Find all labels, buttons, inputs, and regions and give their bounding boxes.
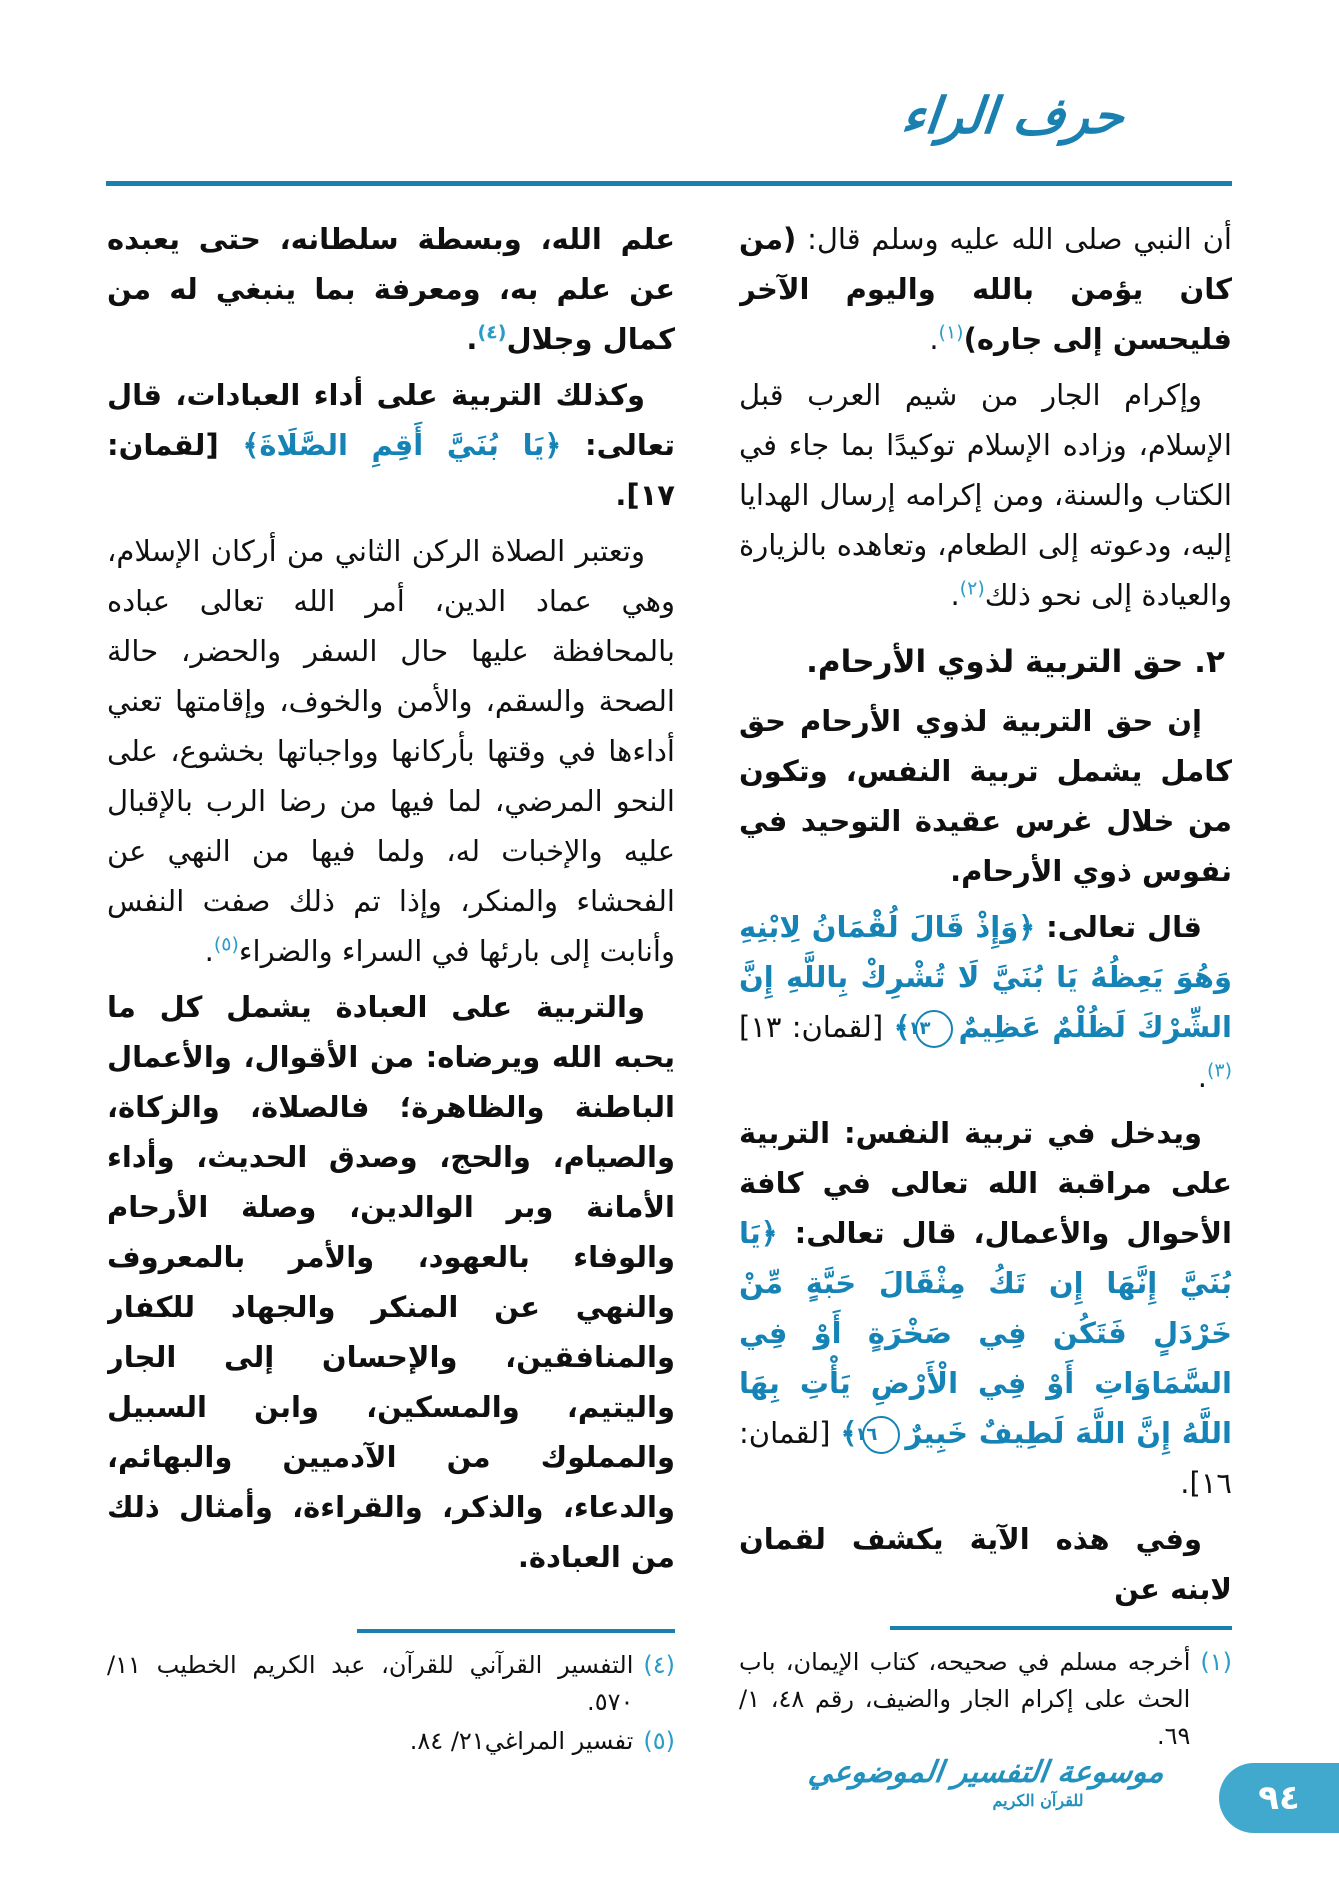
paragraph-verse-13	[739, 902, 1232, 1102]
paragraph-closing-right: وفي هذه الآية يكشف لقمان لابنه عن	[739, 1522, 1232, 1606]
paragraph-hadith	[739, 214, 1232, 364]
footnote-number: (١)	[1200, 1648, 1232, 1676]
footnote-text: التفسير القرآني للقرآن، عبد الكريم الخطيب ١١/ ٥٧٠.	[107, 1651, 634, 1716]
paragraph-text: قال تعالى:	[1035, 910, 1202, 944]
paragraph-text: وإكرام الجار من شيم العرب قبل الإسلام، وزاده الإسلام توكيدًا بما جاء في الكتاب والسنة، ومن إكرامه إرسال الهدايا إليه، ودعوته إلى الطعام، وتعاهده بالزيارة والعيادة إلى نحو ذلك	[739, 378, 1232, 612]
hadith-text: (من كان يؤمن بالله واليوم الآخر فليحسن إلى جاره)	[739, 222, 1232, 356]
ornate-open-bracket: ﴿	[544, 428, 562, 462]
footnotes-left	[107, 1623, 675, 1762]
paragraph-continuation	[107, 214, 675, 364]
footnote-ref-3: (٣)	[1206, 1059, 1232, 1082]
footnote-separator	[357, 1629, 675, 1633]
ornate-close-bracket: ﴾	[242, 428, 260, 462]
publisher-logo-subtitle: للقرآن الكريم	[992, 1791, 1084, 1810]
footnote-text: تفسير المراغي٢١/ ٨٤.	[409, 1727, 634, 1755]
paragraph-text: .	[204, 934, 214, 968]
ornate-open-bracket: ﴿	[1018, 910, 1036, 944]
paragraph-text: علم الله، وبسطة سلطانه، حتى يعبده عن علم به، ومعرفة بما ينبغي له من كمال وجلال	[107, 222, 675, 356]
paragraph-worship: والتربية على العبادة يشمل كل ما يحبه الله ويرضاه: من الأقوال، والأعمال الباطنة والظاهرة؛ فالصلاة، والزكاة، والصيام، والحج، وصدق الحديث، وأداء الأمانة وبر الوالدين، وصلة الأرحام والوفاء بالعهود، والأمر بالمعروف والنهي عن المنكر والجهاد للكفار والمنافقين، والإحسان إلى الجار واليتيم، والمسكين، وابن السبيل والمملوك من الآدميين والبهائم، والدعاء، والذكر، والقراءة، وأمثال ذلك من العبادة.	[107, 990, 675, 1574]
paragraph-text: ويدخل في تربية النفس: التربية على مراقبة الله تعالى في كافة الأحوال والأعمال، قال تعالى:	[739, 1116, 1232, 1250]
footnote-number: (٥)	[643, 1727, 675, 1755]
verse-citation: [لقمان: ١٦].	[739, 1416, 1232, 1500]
page-number: ٩٤	[1258, 1778, 1300, 1818]
column-right	[739, 214, 1232, 1762]
footnotes-right	[739, 1620, 1232, 1762]
paragraph-kinship-right: إن حق التربية لذوي الأرحام حق كامل يشمل تربية النفس، وتكون من خلال غرس عقيدة التوحيد في نفوس ذوي الأرحام.	[739, 704, 1232, 888]
publisher-logo-title: موسوعة التفسير الموضوعي	[806, 1755, 1167, 1790]
paragraph-text: وتعتبر الصلاة الركن الثاني من أركان الإسلام، وهي عماد الدين، أمر الله تعالى عباده بالمحافظة عليها حال السفر والحضر، حالة الصحة والسقم، والأمن والخوف، وإقامتها تعني أداءها في وقتها بأركانها وواجباتها بخشوع، على النحو المرضي، لما فيها من رضا الرب بالإقبال عليه والإخبات له، ولما فيها من النهي عن الفحشاء والمنكر، وإذا تم ذلك صفت النفس وأنابت إلى بارئها في السراء والضراء	[107, 534, 675, 968]
footnote-ref-1: (١)	[938, 321, 964, 344]
paragraph-prayer	[107, 526, 675, 976]
paragraph-verse-17	[107, 370, 675, 520]
footnote-ref-4: (٤)	[477, 321, 507, 344]
text-columns	[107, 214, 1232, 1762]
paragraph-text: .	[1197, 1060, 1207, 1094]
paragraph-verse-16	[739, 1108, 1232, 1508]
verse-citation: [لقمان: ١٣]	[739, 1010, 894, 1044]
verse-text: يَا بُنَيَّ أَقِمِ الصَّلَاةَ	[259, 428, 545, 462]
verse-citation: [لقمان: ١٧].	[107, 428, 675, 512]
column-left	[107, 214, 675, 1762]
footnote-number: (٤)	[643, 1651, 675, 1679]
ayah-number-badge: ١٦	[862, 1416, 900, 1454]
ornate-close-bracket: ﴾	[840, 1416, 858, 1450]
quran-verse-luqman-16	[739, 1216, 1232, 1450]
footnote-item	[107, 1723, 675, 1760]
ornate-open-bracket: ﴿	[760, 1216, 778, 1250]
footnote-text: أخرجه مسلم في صحيحه، كتاب الإيمان، باب الحث على إكرام الجار والضيف، رقم ٤٨، ١/ ٦٩.	[739, 1648, 1191, 1750]
footnote-separator	[890, 1626, 1232, 1630]
verse-text: وَإِذْ قَالَ لُقْمَانُ لِابْنِهِ وَهُوَ يَعِظُهُ يَا بُنَيَّ لَا تُشْرِكْ بِاللَّهِ إِنَّ الشِّرْكَ لَظُلْمٌ عَظِيمٌ	[739, 910, 1232, 1044]
footnote-number	[1200, 1757, 1232, 1762]
paragraph-text: .	[950, 578, 960, 612]
footnote-item	[107, 1647, 675, 1721]
chapter-title: حرف الراء	[899, 86, 1128, 145]
header-rule	[106, 181, 1232, 186]
ornate-close-bracket: ﴾	[893, 1010, 911, 1044]
paragraph-text: .	[929, 322, 939, 356]
publisher-logo	[806, 1755, 1167, 1812]
footnote-ref-2: (٢)	[959, 577, 985, 600]
paragraph-text: وكذلك التربية على أداء العبادات، قال تعالى:	[107, 378, 675, 462]
ayah-number-badge: ١٣	[915, 1010, 953, 1048]
paragraph-text: .	[466, 322, 478, 356]
section-heading: ٢. حق التربية لذوي الأرحام.	[806, 644, 1225, 680]
paragraph-text: أن النبي صلى الله عليه وسلم قال:	[796, 222, 1232, 256]
footnote-item	[739, 1644, 1232, 1755]
footnote-ref-5: (٥)	[213, 933, 239, 956]
paragraph-neighbor	[739, 370, 1232, 620]
verse-text: يَا بُنَيَّ إِنَّهَا إِن تَكُ مِثْقَالَ حَبَّةٍ مِّنْ خَرْدَلٍ فَتَكُن فِي صَخْرَةٍ أَوْ فِي السَّمَاوَاتِ أَوْ فِي الْأَرْضِ يَأْتِ بِهَا اللَّهُ إِنَّ اللَّهَ لَطِيفٌ خَبِيرٌ	[739, 1216, 1232, 1450]
quran-verse-luqman-17	[242, 428, 561, 462]
page-number-badge	[1219, 1763, 1339, 1833]
